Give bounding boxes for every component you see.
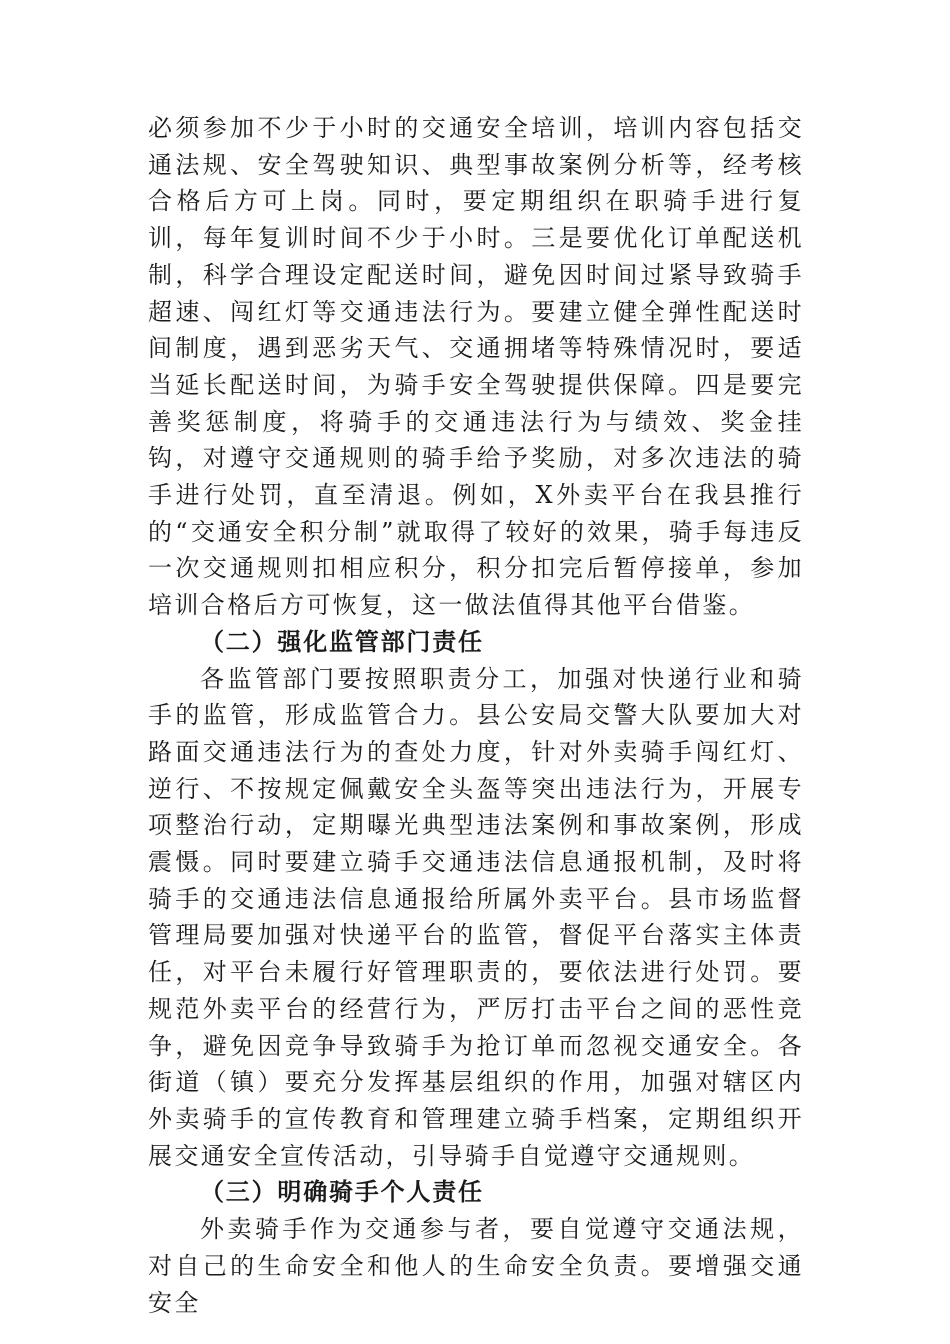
section-heading-2: （二）强化监管部门责任	[200, 626, 484, 656]
paragraph-body: 各监管部门要按照职责分工，加强对快递行业和骑手的监管，形成监管合力。县公安局交警大队要加大对路面交通违法行为的查处力度，针对外卖骑手闯红灯、逆行、不按规定佩戴安全头盔等突出违法行为，开展专项整治行动，定期曝光典型违法案例和事故案例，形成震慑。同时要建立骑手交通违法信息通报机制，及时将骑手的交通违法信息通报给所属外卖平台。县市场监督管理局要加强对快递平台的监管，督促平台落实主体责任，对平台未履行好管理职责的，要依法进行处罚。要规范外卖平台的经营行为，严厉打击平台之间的恶性竞争，避免因竞争导致骑手为抢订单而忽视交通安全。各街道（镇）要充分发挥基层组织的作用，加强对辖区内外卖骑手的宣传教育和管理建立骑手档案，定期组织开展交通安全宣传活动，引导骑手自觉遵守交通规则。	[148, 664, 804, 1170]
paragraph-body-continued: 必须参加不少于小时的交通安全培训，培训内容包括交通法规、安全驾驶知识、典型事故案例分析等，经考核合格后方可上岗。同时，要定期组织在职骑手进行复训，每年复训时间不少于小时。三是要优化订单配送机制，科学合理设定配送时间，避免因时间过紧导致骑手超速、闯红灯等交通违法行为。要建立健全弹性配送时间制度，遇到恶劣天气、交通拥堵等特殊情况时，要适当延长配送时间，为骑手安全驾驶提供保障。四是要完善奖惩制度，将骑手的交通违法行为与绩效、奖金挂钩，对遵守交通规则的骑手给予奖励，对多次违法的骑手进行处罚，直至清退。例如，X外卖平台在我县推行的“交通安全积分制”就取得了较好的效果，骑手每违反一次交通规则扣相应积分，积分扣完后暂停接单，参加培训合格后方可恢复，这一做法值得其他平台借鉴。	[148, 114, 804, 620]
section-heading-3: （三）明确骑手个人责任	[200, 1177, 484, 1207]
document-body	[148, 110, 804, 1321]
paragraph-body: 外卖骑手作为交通参与者，要自觉遵守交通法规，对自己的生命安全和他人的生命安全负责。要增强交通安全	[148, 1215, 804, 1317]
